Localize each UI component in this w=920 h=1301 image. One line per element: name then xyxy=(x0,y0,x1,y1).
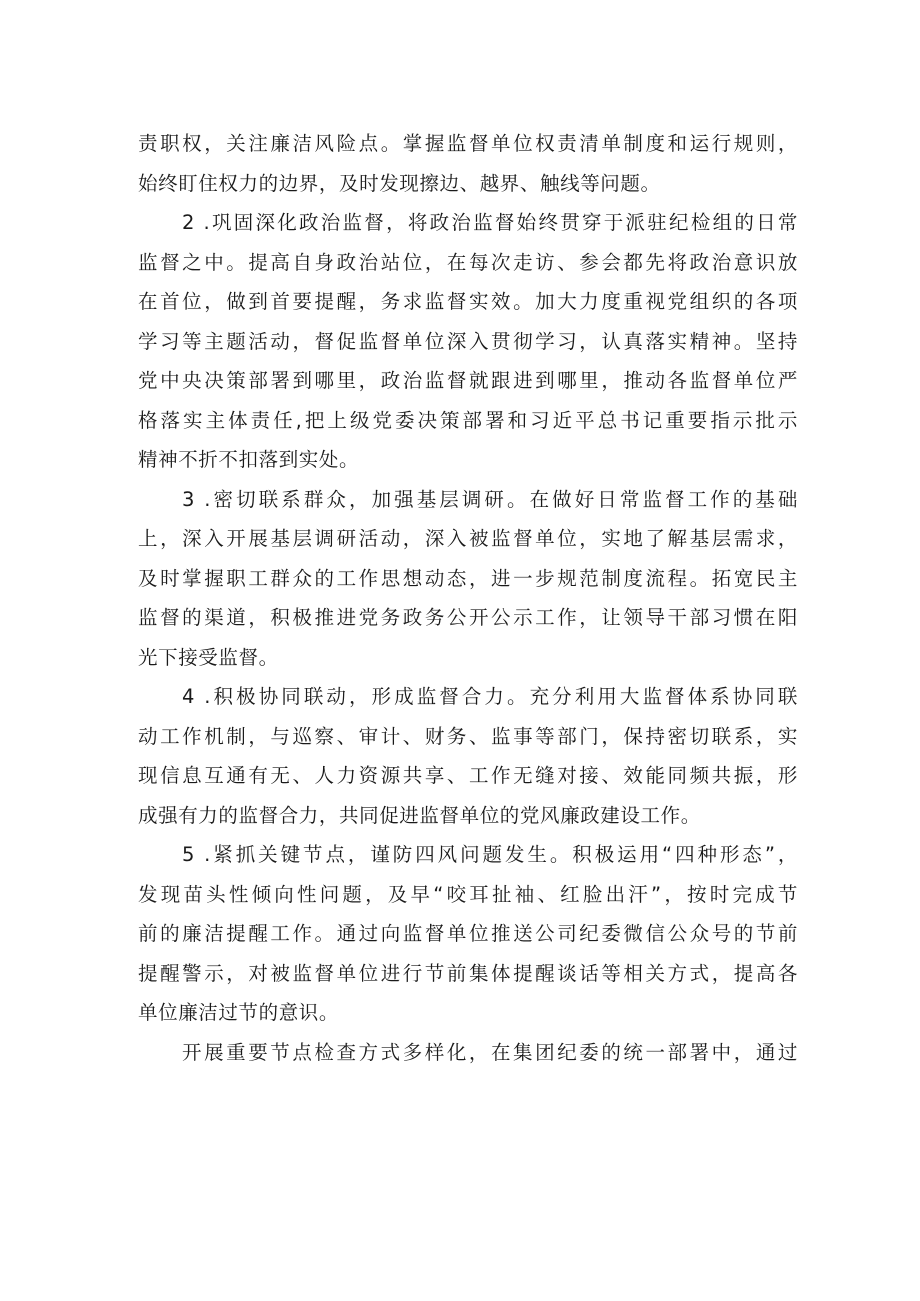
paragraph-item-2 xyxy=(138,203,798,480)
text-line: 学习等主题活动，督促监督单位深入贯彻学习，认真落实精神。坚持 xyxy=(138,329,798,353)
paragraph-item-5 xyxy=(138,835,798,1033)
text-line: 前的廉洁提醒工作。通过向监督单位推送公司纪委微信公众号的节前 xyxy=(138,922,798,945)
text-line: 提醒警示，对被监督单位进行节前集体提醒谈话等相关方式，提高各 xyxy=(138,961,798,985)
text-line: 始终盯住权力的边界，及时发现擦边、越界、触线等问题。 xyxy=(138,171,661,195)
text-line: 成强有力的监督合力，共同促进监督单位的党风廉政建设工作。 xyxy=(138,803,701,827)
paragraph-inspection xyxy=(138,1033,798,1073)
text-line: 监督的渠道，积极推进党务政务公开公示工作，让领导干部习惯在阳 xyxy=(138,606,798,629)
paragraph-item-4 xyxy=(138,677,798,835)
paragraph-item-3 xyxy=(138,480,798,678)
text-line: 动工作机制，与巡察、审计、财务、监事等部门，保持密切联系，实 xyxy=(138,724,798,748)
text-line: 监督之中。提高自身政治站位，在每次走访、参会都先将政治意识放 xyxy=(138,250,798,274)
text-line: 5 .紧抓关键节点，谨防四风问题发生。积极运用“四种形态”， xyxy=(182,843,798,866)
text-line: 精神不折不扣落到实处。 xyxy=(138,448,360,471)
text-line: 党中央决策部署到哪里，政治监督就跟进到哪里，推动各监督单位严 xyxy=(138,369,798,392)
text-line: 4 .积极协同联动，形成监督合力。充分利用大监督体系协同联 xyxy=(182,685,798,708)
text-line: 在首位，做到首要提醒，务求监督实效。加大力度重视党组织的各项 xyxy=(138,290,798,313)
text-line: 责职权，关注廉洁风险点。掌握监督单位权责清单制度和运行规则， xyxy=(138,132,798,155)
paragraph-continuation xyxy=(138,124,798,203)
text-line: 单位廉洁过节的意识。 xyxy=(138,1001,340,1024)
text-line: 开展重要节点检查方式多样化，在集团纪委的统一部署中，通过 xyxy=(182,1040,798,1064)
document-body xyxy=(138,124,798,1072)
text-line: 光下接受监督。 xyxy=(138,645,279,669)
text-line: 发现苗头性倾向性问题，及早“咬耳扯袖、红脸出汗”，按时完成节 xyxy=(138,882,798,906)
text-line: 上，深入开展基层调研活动，深入被监督单位，实地了解基层需求， xyxy=(138,527,798,550)
text-line: 2 .巩固深化政治监督，将政治监督始终贯穿于派驻纪检组的日常 xyxy=(182,211,798,234)
text-line: 现信息互通有无、人力资源共享、工作无缝对接、效能同频共振，形 xyxy=(138,764,798,787)
text-line: 格落实主体责任,把上级党委决策部署和习近平总书记重要指示批示 xyxy=(138,408,798,432)
text-line: 3 .密切联系群众，加强基层调研。在做好日常监督工作的基础 xyxy=(182,487,798,511)
text-line: 及时掌握职工群众的工作思想动态，进一步规范制度流程。拓宽民主 xyxy=(138,566,798,590)
